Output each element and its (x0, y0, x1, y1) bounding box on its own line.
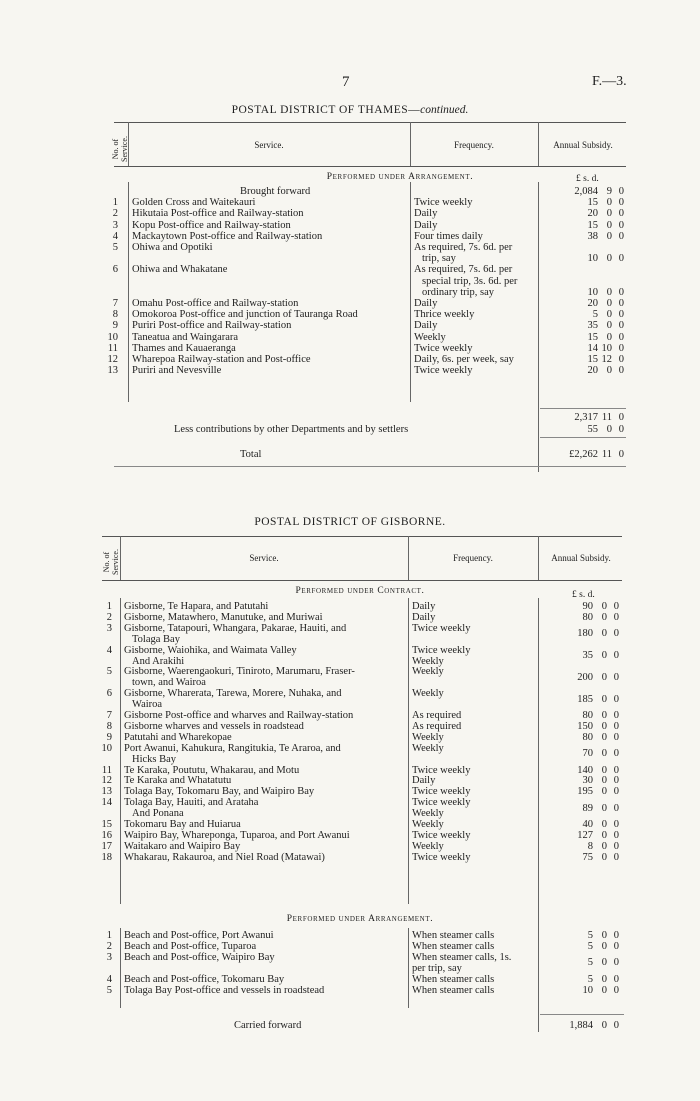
col-divider (408, 928, 409, 1008)
frequency: Weekly (412, 808, 444, 820)
frequency: Daily (414, 208, 438, 220)
service-name: Thames and Kauaeranga (132, 342, 236, 354)
service-number: 3 (106, 951, 112, 963)
subsidy-shillings: 0 (601, 984, 607, 996)
service-number: 9 (106, 731, 112, 743)
service-number: 3 (112, 219, 118, 231)
service-name: Waitakaro and Waipiro Bay (124, 840, 241, 852)
frequency: As required, 7s. 6d. per (414, 264, 513, 276)
service-name: Ohiwa and Whakatane (132, 264, 228, 276)
subsidy-pounds: 185 (577, 693, 593, 705)
subsidy-shillings: 0 (601, 786, 607, 798)
thames-title-text: POSTAL DISTRICT OF THAMES— (231, 104, 421, 116)
gisborne-subhead-arrangement: Performed under Arrangement. (286, 914, 434, 924)
frequency: Weekly (412, 666, 444, 678)
service-number: 13 (101, 786, 112, 798)
subsidy-pounds: 35 (582, 650, 593, 662)
subsidy-shillings: 0 (606, 365, 612, 377)
subsidy-pounds: 35 (587, 320, 598, 332)
service-name: Mackaytown Post-office and Railway-station (132, 230, 323, 242)
table-bottom-rule (114, 466, 626, 467)
frequency: When steamer calls, 1s. (412, 951, 512, 963)
subsidy-pence: 0 (613, 693, 619, 705)
frequency: per trip, say (412, 962, 462, 974)
col-header-frequency: Frequency. (454, 140, 494, 150)
frequency: As required, 7s. 6d. per (414, 242, 513, 253)
subsidy-pounds: 8 (587, 840, 593, 852)
service-number: 8 (112, 309, 118, 321)
rule (102, 580, 622, 581)
service-name: Puriri and Nevesville (132, 365, 222, 377)
subsidy-pence: 0 (618, 219, 624, 231)
thames-title-suffix: continued. (420, 104, 469, 116)
subsidy-shillings: 9 (606, 186, 612, 197)
service-name: Gisborne Post-office and wharves and Railway-station (124, 710, 354, 721)
service-number: 2 (106, 940, 112, 952)
subsidy-pounds: 55 (587, 424, 598, 435)
subsidy-shillings: 0 (606, 309, 612, 321)
service-name: Hikutaia Post-office and Railway-station (132, 208, 304, 220)
subsidy-pence: 0 (613, 840, 619, 852)
subsidy-shillings: 0 (601, 611, 607, 623)
frequency: Twice weekly (412, 622, 471, 634)
frequency: ordinary trip, say (422, 286, 495, 298)
subsidy-pounds: 20 (587, 208, 598, 220)
service-number: 6 (112, 264, 118, 276)
subsidy-pence: 0 (618, 186, 624, 197)
service-name: Waipiro Bay, Whareponga, Tuparoa, and Port Awanui (124, 829, 350, 841)
rule (114, 166, 626, 167)
subsidy-pence: 0 (613, 957, 619, 969)
subsidy-shillings: 0 (601, 1020, 607, 1031)
col-divider (408, 598, 409, 904)
subsidy-pounds: 14 (587, 342, 598, 354)
subsidy-shillings: 0 (606, 230, 612, 242)
rule (114, 122, 626, 123)
subsidy-pounds: 15 (587, 331, 598, 343)
service-name: Tolaga Bay, Hauiti, and Arataha (124, 797, 259, 809)
service-name: Tolaga Bay Post-office and vessels in roadstead (124, 984, 325, 996)
service-number: 4 (106, 644, 112, 656)
subsidy-pence: 0 (618, 424, 624, 435)
subsidy-shillings: 11 (601, 412, 612, 423)
subsidy-pence: 0 (613, 628, 619, 640)
rule (102, 536, 622, 537)
frequency: trip, say (422, 253, 456, 265)
subsidy-shillings: 0 (601, 693, 607, 705)
thames-title (0, 104, 700, 116)
service-name: Gisborne, Matawhero, Manutuke, and Muriwai (124, 611, 323, 623)
subsidy-pence: 0 (618, 253, 624, 265)
service-name: Puriri Post-office and Railway-station (132, 320, 292, 332)
service-number: 5 (106, 984, 112, 996)
subsidy-pounds: 200 (577, 671, 593, 683)
col-header-frequency: Frequency. (453, 553, 493, 563)
subsidy-pence: 0 (613, 601, 619, 612)
service-name: And Ponana (132, 808, 184, 820)
service-number: 18 (101, 851, 112, 863)
frequency: When steamer calls (412, 930, 495, 941)
subsidy-shillings: 0 (606, 320, 612, 332)
subsidy-shillings: 0 (606, 197, 612, 209)
service-name: Gisborne wharves and vessels in roadstead (124, 720, 304, 732)
subsidy-pounds: 10 (587, 253, 598, 265)
subsidy-shillings: 0 (601, 710, 607, 721)
subsidy-shillings: 0 (601, 671, 607, 683)
subsidy-shillings: 0 (606, 219, 612, 231)
service-name: Omahu Post-office and Railway-station (132, 298, 299, 309)
subsidy-pounds: 30 (582, 775, 593, 787)
subsidy-pounds: 127 (577, 829, 593, 841)
subsidy-shillings: 12 (601, 354, 612, 365)
subsidy-pounds: 5 (592, 309, 598, 321)
service-name: Omokoroa Post-office and junction of Tauranga Road (132, 309, 358, 321)
subsidy-pence: 0 (613, 775, 619, 787)
service-name: Gisborne, Te Hapara, and Patutahi (124, 601, 269, 612)
service-name: Ohiwa and Opotiki (132, 242, 213, 253)
subsidy-shillings: 0 (601, 748, 607, 760)
subsidy-pence: 0 (613, 930, 619, 941)
service-number: 11 (101, 764, 112, 776)
frequency: When steamer calls (412, 973, 495, 985)
col-header-service: Service. (254, 140, 284, 150)
subsidy-pounds: 80 (582, 710, 593, 721)
subsidy-shillings: 0 (601, 601, 607, 612)
frequency: When steamer calls (412, 940, 495, 952)
subsidy-pounds: 15 (587, 219, 598, 231)
subsidy-pounds: 38 (587, 230, 598, 242)
subsidy-pence: 0 (613, 829, 619, 841)
subsidy-pence: 0 (618, 309, 624, 321)
subsidy-pounds: 5 (587, 940, 593, 952)
subsidy-pence: 0 (618, 320, 624, 332)
subsidy-pounds: 195 (577, 786, 593, 798)
subsidy-pounds: 70 (582, 748, 593, 760)
subsidy-pence: 0 (613, 984, 619, 996)
service-number: 6 (106, 688, 112, 700)
service-number: 11 (107, 342, 118, 354)
subsidy-pounds: 20 (587, 298, 598, 309)
service-name: Patutahi and Wharekopae (124, 731, 232, 743)
subsidy-shillings: 0 (601, 802, 607, 814)
frequency: Weekly (412, 742, 444, 754)
frequency: Twice weekly (414, 197, 473, 209)
subsidy-shillings: 0 (606, 253, 612, 265)
subsidy-shillings: 0 (606, 286, 612, 298)
frequency: Weekly (412, 731, 444, 743)
service-name: Taneatua and Waingarara (132, 331, 239, 343)
subsidy-pounds: 10 (582, 984, 593, 996)
service-name: Tolaga Bay, Tokomaru Bay, and Waipiro Bay (124, 786, 315, 798)
frequency: As required (412, 710, 462, 721)
subsidy-shillings: 0 (601, 840, 607, 852)
service-number: 9 (112, 320, 118, 332)
service-name: Wharepoa Railway-station and Post-office (132, 354, 311, 365)
subsidy-shillings: 10 (601, 342, 612, 354)
subsidy-pence: 0 (613, 720, 619, 732)
subsidy-pence: 0 (613, 671, 619, 683)
subsidy-pence: 0 (618, 342, 624, 354)
subsidy-pence: 0 (618, 331, 624, 343)
subsidy-pounds: 80 (582, 731, 593, 743)
subsidy-shillings: 0 (601, 650, 607, 662)
subsidy-pounds: 75 (582, 851, 593, 863)
subsidy-pence: 0 (613, 802, 619, 814)
subsidy-shillings: 0 (601, 973, 607, 985)
subsidy-shillings: 11 (601, 449, 612, 460)
subsidy-pence: 0 (613, 731, 619, 743)
subsidy-shillings: 0 (601, 851, 607, 863)
col-divider (120, 598, 121, 904)
frequency: Daily (412, 775, 436, 787)
subsidy-pounds: 150 (577, 720, 593, 732)
subsidy-pence: 0 (618, 298, 624, 309)
carried-forward-label: Carried forward (234, 1020, 302, 1031)
service-name: And Arakihi (132, 655, 185, 667)
table-row (0, 264, 700, 275)
frequency: Daily (414, 298, 438, 309)
service-number: 13 (107, 365, 118, 377)
subsidy-pounds: 2,084 (574, 186, 598, 197)
col-header-no: No. of Service. (102, 549, 120, 575)
subsidy-pounds: 80 (582, 611, 593, 623)
subsidy-shillings: 0 (601, 829, 607, 841)
service-name: Hicks Bay (132, 753, 177, 765)
subsidy-shillings: 0 (606, 208, 612, 220)
service-number: 1 (112, 197, 118, 209)
less-contributions-label: Less contributions by other Departments and by settlers (174, 424, 409, 435)
subsidy-pence: 0 (618, 197, 624, 209)
subsidy-pence: 0 (618, 365, 624, 377)
subsidy-shillings: 0 (601, 940, 607, 952)
subsidy-pence: 0 (613, 650, 619, 662)
table-row (0, 242, 700, 253)
subsidy-shillings: 0 (601, 731, 607, 743)
service-number: 3 (106, 622, 112, 634)
service-number: 14 (101, 797, 112, 809)
service-number: 4 (112, 230, 118, 242)
service-number: 16 (101, 829, 112, 841)
frequency: Daily (414, 320, 438, 332)
service-number: 5 (112, 242, 118, 253)
service-name: Beach and Post-office, Tokomaru Bay (124, 973, 285, 985)
frequency: Twice weekly (414, 365, 473, 377)
service-name: Te Karaka and Whatatutu (124, 775, 232, 787)
frequency: Daily (412, 611, 436, 623)
service-name: Gisborne, Waerengaokuri, Tiniroto, Marumaru, Fraser- (124, 666, 355, 678)
subsidy-shillings: 0 (601, 957, 607, 969)
subsidy-pence: 0 (613, 973, 619, 985)
subsidy-pence: 0 (613, 851, 619, 863)
service-name: Beach and Post-office, Tuparoa (124, 940, 257, 952)
page-number: 7 (342, 74, 350, 90)
frequency: Daily, 6s. per week, say (414, 354, 514, 365)
col-header-subsidy: Annual Subsidy. (553, 140, 613, 150)
subsidy-shillings: 0 (606, 298, 612, 309)
frequency: Twice weekly (412, 764, 471, 776)
service-name: Kopu Post-office and Railway-station (132, 219, 291, 231)
service-number: 7 (112, 298, 118, 309)
subsidy-shillings: 0 (601, 775, 607, 787)
subsidy-pounds: 140 (577, 764, 593, 776)
subsidy-pence: 0 (618, 412, 624, 423)
money-header: £ s. d. (576, 174, 599, 184)
subsidy-pence: 0 (618, 354, 624, 365)
subsidy-pence: 0 (613, 611, 619, 623)
frequency: Twice weekly (412, 797, 471, 809)
col-header-no: No. of Service. (111, 136, 129, 162)
col-divider (538, 598, 539, 1032)
service-number: 1 (106, 601, 112, 612)
service-name: town, and Wairoa (132, 677, 206, 689)
gisborne-title: POSTAL DISTRICT OF GISBORNE. (254, 516, 446, 528)
subsidy-pence: 0 (613, 940, 619, 952)
brought-forward-label: Brought forward (240, 186, 311, 197)
subsidy-shillings: 0 (601, 628, 607, 640)
frequency: As required (412, 720, 462, 732)
subsidy-shillings: 0 (601, 819, 607, 830)
service-number: 17 (101, 840, 112, 852)
service-number: 10 (101, 742, 112, 754)
subsidy-pence: 0 (613, 786, 619, 798)
service-number: 10 (107, 331, 118, 343)
frequency: Four times daily (414, 230, 483, 242)
service-number: 7 (106, 710, 112, 721)
subsidy-pounds: 40 (582, 819, 593, 830)
service-name: Golden Cross and Waitekauri (132, 197, 256, 209)
service-name: Gisborne, Tatapouri, Whangara, Pakarae, Hauiti, and (124, 622, 347, 634)
subsidy-pounds: 89 (582, 802, 593, 814)
frequency: Twice weekly (412, 851, 471, 863)
subtotal-rule (540, 1014, 624, 1015)
service-number: 1 (106, 930, 112, 941)
frequency: Weekly (412, 819, 444, 830)
subsidy-pence: 0 (613, 764, 619, 776)
subtotal-rule (540, 408, 626, 409)
subsidy-pounds: 15 (587, 354, 598, 365)
service-number: 5 (106, 666, 112, 678)
subsidy-shillings: 0 (601, 720, 607, 732)
service-number: 12 (107, 354, 118, 365)
service-number: 12 (101, 775, 112, 787)
subsidy-pounds: 15 (587, 197, 598, 209)
service-name: Wairoa (132, 699, 163, 711)
service-number: 2 (112, 208, 118, 220)
subsidy-pence: 0 (613, 748, 619, 760)
gisborne-subhead-contract: Performed under Contract. (295, 586, 425, 596)
service-number: 15 (101, 819, 112, 830)
subsidy-pounds: 90 (582, 601, 593, 612)
service-name: Port Awanui, Kahukura, Rangitukia, Te Araroa, and (124, 742, 341, 754)
service-name: Beach and Post-office, Waipiro Bay (124, 951, 275, 963)
subsidy-pence: 0 (618, 208, 624, 220)
subsidy-pounds: 10 (587, 286, 598, 298)
frequency: Weekly (412, 840, 444, 852)
subsidy-pence: 0 (618, 286, 624, 298)
subsidy-pounds: 2,317 (574, 412, 598, 423)
frequency: Thrice weekly (414, 309, 475, 321)
service-name: Beach and Post-office, Port Awanui (124, 930, 274, 941)
subsidy-pence: 0 (613, 819, 619, 830)
frequency: Twice weekly (412, 786, 471, 798)
subsidy-pounds: 5 (587, 957, 593, 969)
service-number: 2 (106, 611, 112, 623)
frequency: Weekly (414, 331, 446, 343)
service-name: Tokomaru Bay and Huiarua (124, 819, 241, 830)
subsidy-pounds: 20 (587, 365, 598, 377)
frequency: When steamer calls (412, 984, 495, 996)
subsidy-pounds: 1,884 (569, 1020, 593, 1031)
frequency: Weekly (412, 688, 444, 700)
frequency: Twice weekly (412, 829, 471, 841)
subsidy-pounds: £2,262 (569, 449, 598, 460)
service-name: Gisborne, Waiohika, and Waimata Valley (124, 644, 297, 656)
service-name: Gisborne, Wharerata, Tarewa, Morere, Nuhaka, and (124, 688, 342, 700)
subsidy-shillings: 0 (606, 331, 612, 343)
service-number: 8 (106, 720, 112, 732)
service-name: Tolaga Bay (132, 633, 180, 645)
frequency: Daily (414, 219, 438, 231)
col-divider (120, 928, 121, 1008)
subsidy-pounds: 180 (577, 628, 593, 640)
money-header: £ s. d. (572, 590, 595, 600)
col-header-service: Service. (249, 553, 279, 563)
frequency: special trip, 3s. 6d. per (422, 275, 518, 287)
subsidy-pence: 0 (618, 230, 624, 242)
subsidy-shillings: 0 (601, 930, 607, 941)
page-reference: F.—3. (592, 74, 627, 89)
subsidy-pounds: 5 (587, 930, 593, 941)
subsidy-shillings: 0 (601, 764, 607, 776)
frequency: Twice weekly (414, 342, 473, 354)
frequency: Weekly (412, 655, 444, 667)
frequency: Daily (412, 601, 436, 612)
total-rule (540, 437, 626, 438)
thames-subhead: Performed under Arrangement. (326, 172, 474, 182)
total-label: Total (240, 449, 262, 460)
service-number: 4 (106, 973, 112, 985)
col-header-subsidy: Annual Subsidy. (551, 553, 611, 563)
subsidy-pence: 0 (613, 710, 619, 721)
service-name: Whakarau, Rakauroa, and Niel Road (Matawai) (124, 851, 325, 863)
subsidy-pence: 0 (618, 449, 624, 460)
subsidy-pounds: 5 (587, 973, 593, 985)
subsidy-pence: 0 (613, 1020, 619, 1031)
service-name: Te Karaka, Poututu, Whakarau, and Motu (124, 764, 300, 776)
subsidy-shillings: 0 (606, 424, 612, 435)
frequency: Twice weekly (412, 644, 471, 656)
